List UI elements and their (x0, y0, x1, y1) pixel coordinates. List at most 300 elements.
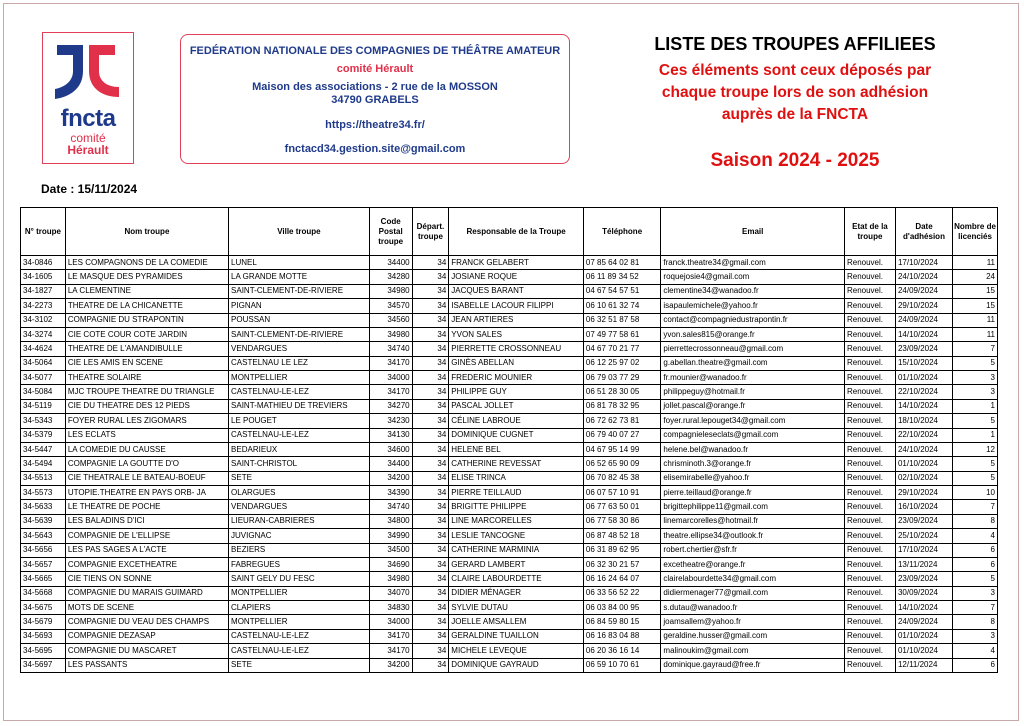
table-cell: GERALDINE TUAILLON (449, 629, 584, 643)
table-cell: 34-5343 (21, 414, 66, 428)
table-cell: 10 (953, 486, 998, 500)
table-cell: BRIGITTE PHILIPPE (449, 500, 584, 514)
table-cell: PIERRETTE CROSSONNEAU (449, 342, 584, 356)
table-cell: 34 (412, 428, 449, 442)
table-cell: 06 87 48 52 18 (583, 529, 661, 543)
table-cell: 06 84 59 80 15 (583, 615, 661, 629)
column-header: Responsable de la Troupe (449, 208, 584, 256)
table-cell: 34500 (369, 543, 412, 557)
table-cell: LE POUGET (229, 414, 370, 428)
table-cell: DOMINIQUE CUGNET (449, 428, 584, 442)
table-row (21, 572, 998, 586)
table-row (21, 514, 998, 528)
table-cell: CASTELNAU-LE-LEZ (229, 644, 370, 658)
table-cell[interactable]: brigittephilippe11@gmail.com (661, 500, 845, 514)
table-cell: 30/09/2024 (895, 586, 952, 600)
table-row (21, 327, 998, 341)
table-cell: 06 81 78 32 95 (583, 399, 661, 413)
federation-box (180, 34, 570, 164)
table-cell: 4 (953, 529, 998, 543)
table-cell: Renouvel. (844, 586, 895, 600)
table-cell[interactable]: excetheatre@orange.fr (661, 557, 845, 571)
table-cell: CLAPIERS (229, 601, 370, 615)
table-cell[interactable]: g.abellan.theatre@gmail.com (661, 356, 845, 370)
table-cell: MONTPELLIER (229, 615, 370, 629)
table-row (21, 356, 998, 370)
table-cell: MJC TROUPE THEATRE DU TRIANGLE (65, 385, 228, 399)
table-cell: Renouvel. (844, 529, 895, 543)
table-cell: 34170 (369, 385, 412, 399)
table-cell: 24/09/2024 (895, 615, 952, 629)
table-cell: DIDIER MÉNAGER (449, 586, 584, 600)
table-row (21, 644, 998, 658)
table-cell: 01/10/2024 (895, 644, 952, 658)
table-row (21, 371, 998, 385)
table-cell: CATHERINE REVESSAT (449, 457, 584, 471)
table-cell: LES BALADINS D'ICI (65, 514, 228, 528)
table-cell: JACQUES BARANT (449, 284, 584, 298)
table-cell: LA GRANDE MOTTE (229, 270, 370, 284)
table-cell: 34-5656 (21, 543, 66, 557)
table-cell: CIE THEATRALE LE BATEAU-BOEUF (65, 471, 228, 485)
table-cell: 34980 (369, 572, 412, 586)
table-cell: 01/10/2024 (895, 629, 952, 643)
table-cell[interactable]: theatre.ellipse34@outlook.fr (661, 529, 845, 543)
table-cell: Renouvel. (844, 371, 895, 385)
table-row (21, 586, 998, 600)
table-cell: 24/09/2024 (895, 284, 952, 298)
table-cell: 34-5119 (21, 399, 66, 413)
table-cell: 02/10/2024 (895, 471, 952, 485)
table-cell: 34-5657 (21, 557, 66, 571)
table-cell: 34170 (369, 356, 412, 370)
table-cell: OLARGUES (229, 486, 370, 500)
table-cell: 34-5084 (21, 385, 66, 399)
table-cell: Renouvel. (844, 270, 895, 284)
table-cell: 34-5675 (21, 601, 66, 615)
table-cell: 5 (953, 356, 998, 370)
table-cell[interactable]: jollet.pascal@orange.fr (661, 399, 845, 413)
table-cell: 34-3102 (21, 313, 66, 327)
table-cell: 34 (412, 457, 449, 471)
table-cell[interactable]: dominique.gayraud@free.fr (661, 658, 845, 672)
table-cell: THEATRE SOLAIRE (65, 371, 228, 385)
table-cell: 34690 (369, 557, 412, 571)
table-cell: 34 (412, 601, 449, 615)
subtitle-line: Ces éléments sont ceux déposés par (658, 62, 932, 79)
table-cell: 34 (412, 442, 449, 456)
column-header: N° troupe (21, 208, 66, 256)
table-cell[interactable]: isapaulemichele@yahoo.fr (661, 299, 845, 313)
table-cell: 4 (953, 644, 998, 658)
table-cell: 34-5693 (21, 629, 66, 643)
table-row (21, 342, 998, 356)
table-cell[interactable]: yvon.sales815@orange.fr (661, 327, 845, 341)
table-cell: 06 07 57 10 91 (583, 486, 661, 500)
table-cell: 16/10/2024 (895, 500, 952, 514)
table-cell: 34-2273 (21, 299, 66, 313)
table-cell[interactable]: linemarcorelles@hotmail.fr (661, 514, 845, 528)
table-cell: COMPAGNIE LA GOUTTE D'O (65, 457, 228, 471)
table-cell: LIEURAN-CABRIERES (229, 514, 370, 528)
table-cell: 34-5513 (21, 471, 66, 485)
table-cell: Renouvel. (844, 385, 895, 399)
table-cell: COMPAGNIE DE L'ELLIPSE (65, 529, 228, 543)
table-cell[interactable]: contact@compagniedustrapontin.fr (661, 313, 845, 327)
table-cell: 34 (412, 256, 449, 270)
table-cell: 06 20 36 16 14 (583, 644, 661, 658)
table-row (21, 529, 998, 543)
federation-address-line2: 34790 GRABELS (331, 94, 419, 106)
table-cell: Renouvel. (844, 557, 895, 571)
table-cell: COMPAGNIE DEZASAP (65, 629, 228, 643)
table-row (21, 500, 998, 514)
table-cell: Renouvel. (844, 471, 895, 485)
table-cell: 24/10/2024 (895, 270, 952, 284)
table-cell: 6 (953, 543, 998, 557)
table-cell: FOYER RURAL LES ZIGOMARS (65, 414, 228, 428)
table-cell[interactable]: pierrettecrossonneau@gmail.com (661, 342, 845, 356)
table-cell: 17/10/2024 (895, 256, 952, 270)
table-cell: UTOPIE.THEATRE EN PAYS ORB- JA (65, 486, 228, 500)
table-body (21, 256, 998, 673)
table-row (21, 615, 998, 629)
table-cell: 6 (953, 658, 998, 672)
table-cell: COMPAGNIE DU STRAPONTIN (65, 313, 228, 327)
table-cell: 15 (953, 284, 998, 298)
table-cell: 12/11/2024 (895, 658, 952, 672)
table-cell: CASTELNAU LE LEZ (229, 356, 370, 370)
table-cell: 14/10/2024 (895, 327, 952, 341)
table-cell: 34-1605 (21, 270, 66, 284)
column-header: Email (661, 208, 845, 256)
table-cell: LES PAS SAGES A L'ACTE (65, 543, 228, 557)
table-cell: COMPAGNIE EXCETHEATRE (65, 557, 228, 571)
table-cell: 34980 (369, 327, 412, 341)
table-cell: 1 (953, 399, 998, 413)
table-cell[interactable]: malinoukim@gmail.com (661, 644, 845, 658)
table-cell: 24/09/2024 (895, 313, 952, 327)
table-cell: 23/09/2024 (895, 514, 952, 528)
table-cell: Renouvel. (844, 284, 895, 298)
table-cell: 34000 (369, 615, 412, 629)
table-cell: 06 77 63 50 01 (583, 500, 661, 514)
table-cell: Renouvel. (844, 572, 895, 586)
table-cell: 24 (953, 270, 998, 284)
table-cell: SAINT-CLEMENT-DE-RIVIERE (229, 284, 370, 298)
table-cell: 7 (953, 342, 998, 356)
table-cell[interactable]: philippeguy@hotmail.fr (661, 385, 845, 399)
table-cell: JOSIANE ROQUE (449, 270, 584, 284)
table-cell: 34230 (369, 414, 412, 428)
table-cell: Renouvel. (844, 629, 895, 643)
table-cell: LES COMPAGNONS DE LA COMEDIE (65, 256, 228, 270)
table-cell: Renouvel. (844, 342, 895, 356)
table-cell: 34-0846 (21, 256, 66, 270)
table-cell: CIE DU THEATRE DES 12 PIEDS (65, 399, 228, 413)
table-cell: CÉLINE LABROUE (449, 414, 584, 428)
table-cell: 11 (953, 256, 998, 270)
table-row (21, 658, 998, 672)
table-cell: 34 (412, 342, 449, 356)
table-cell: 34-5077 (21, 371, 66, 385)
table-cell: Renouvel. (844, 500, 895, 514)
table-cell: Renouvel. (844, 356, 895, 370)
table-cell: 3 (953, 629, 998, 643)
table-cell: 34-5064 (21, 356, 66, 370)
table-cell: SAINT-CHRISTOL (229, 457, 370, 471)
column-header: Nombre de licenciés (953, 208, 998, 256)
table-cell[interactable]: helene.bel@wanadoo.fr (661, 442, 845, 456)
table-cell: 34390 (369, 486, 412, 500)
table-cell: CASTELNAU-LE-LEZ (229, 385, 370, 399)
table-cell: COMPAGNIE DU MARAIS GUIMARD (65, 586, 228, 600)
table-cell: CASTELNAU-LE-LEZ (229, 428, 370, 442)
table-cell: Renouvel. (844, 414, 895, 428)
table-cell: 3 (953, 385, 998, 399)
table-cell: 34400 (369, 256, 412, 270)
table-cell: LES PASSANTS (65, 658, 228, 672)
table-cell: LE THEATRE DE POCHE (65, 500, 228, 514)
table-cell: 7 (953, 500, 998, 514)
table-cell: Renouvel. (844, 442, 895, 456)
table-cell: 06 16 83 04 88 (583, 629, 661, 643)
table-cell: JUVIGNAC (229, 529, 370, 543)
table-cell: 34-5633 (21, 500, 66, 514)
table-cell: Renouvel. (844, 256, 895, 270)
table-cell: Renouvel. (844, 514, 895, 528)
table-cell: 04 67 54 57 51 (583, 284, 661, 298)
table-cell: 06 10 61 32 74 (583, 299, 661, 313)
table-cell: 34-5665 (21, 572, 66, 586)
table-cell: CASTELNAU-LE-LEZ (229, 629, 370, 643)
table-cell[interactable]: foyer.rural.lepouget34@gmail.com (661, 414, 845, 428)
table-cell: 22/10/2024 (895, 428, 952, 442)
table-cell[interactable]: joamsallem@yahoo.fr (661, 615, 845, 629)
table-cell: 8 (953, 615, 998, 629)
table-cell: DOMINIQUE GAYRAUD (449, 658, 584, 672)
table-cell: 13/11/2024 (895, 557, 952, 571)
table-cell: LA COMEDIE DU CAUSSE (65, 442, 228, 456)
table-cell: 34-5695 (21, 644, 66, 658)
document-title: LISTE DES TROUPES AFFILIEES (654, 34, 936, 54)
federation-committee: comité Hérault (336, 63, 414, 75)
table-cell: 34980 (369, 284, 412, 298)
table-cell: Renouvel. (844, 299, 895, 313)
table-cell[interactable]: geraldine.husser@gmail.com (661, 629, 845, 643)
table-cell: 34 (412, 414, 449, 428)
table-cell: POUSSAN (229, 313, 370, 327)
table-cell: Renouvel. (844, 313, 895, 327)
column-header: Etat de la troupe (844, 208, 895, 256)
table-cell: THEATRE DE LA CHICANETTE (65, 299, 228, 313)
table-row (21, 442, 998, 456)
table-cell: 34 (412, 486, 449, 500)
table-row (21, 385, 998, 399)
table-cell: 5 (953, 572, 998, 586)
table-cell: 23/09/2024 (895, 572, 952, 586)
table-cell[interactable]: clementine34@wanadoo.fr (661, 284, 845, 298)
table-cell: 34 (412, 299, 449, 313)
table-cell[interactable]: robert.chertier@sfr.fr (661, 543, 845, 557)
table-cell: 29/10/2024 (895, 299, 952, 313)
table-cell: GINÈS ABELLAN (449, 356, 584, 370)
federation-address-line1: Maison des associations - 2 rue de la MOSSON (252, 81, 498, 93)
table-cell: JOELLE AMSALLEM (449, 615, 584, 629)
table-cell: 06 79 40 07 27 (583, 428, 661, 442)
table-header-row (21, 208, 998, 256)
table-cell: MOTS DE SCENE (65, 601, 228, 615)
table-cell: 04 67 70 21 77 (583, 342, 661, 356)
table-cell: MONTPELLIER (229, 371, 370, 385)
table-cell: 06 70 82 45 38 (583, 471, 661, 485)
table-cell: VENDARGUES (229, 342, 370, 356)
table-cell: 06 32 51 87 58 (583, 313, 661, 327)
table-cell: Renouvel. (844, 658, 895, 672)
subtitle-line: auprès de la FNCTA (721, 106, 869, 123)
table-cell: 06 52 65 90 09 (583, 457, 661, 471)
table-cell[interactable]: compagnieleseclats@gmail.com (661, 428, 845, 442)
column-header: Date d'adhésion (895, 208, 952, 256)
table-cell: MONTPELLIER (229, 586, 370, 600)
table-cell: 06 12 25 97 02 (583, 356, 661, 370)
table-cell: 04 67 95 14 99 (583, 442, 661, 456)
table-cell: 34130 (369, 428, 412, 442)
logo-wordmark: fncta (60, 105, 116, 132)
table-cell: Renouvel. (844, 486, 895, 500)
table-cell: 34200 (369, 658, 412, 672)
table-cell: CLAIRE LABOURDETTE (449, 572, 584, 586)
table-cell: 34570 (369, 299, 412, 313)
table-cell: CATHERINE MARMINIA (449, 543, 584, 557)
federation-website[interactable]: https://theatre34.fr/ (325, 119, 425, 131)
table-cell: 01/10/2024 (895, 457, 952, 471)
fncta-logo (42, 32, 134, 164)
table-cell: 18/10/2024 (895, 414, 952, 428)
table-cell[interactable]: pierre.teillaud@orange.fr (661, 486, 845, 500)
table-cell: ELISE TRINCA (449, 471, 584, 485)
table-row (21, 299, 998, 313)
table-cell: 34-3274 (21, 327, 66, 341)
table-cell: SAINT-CLEMENT-DE-RIVIERE (229, 327, 370, 341)
table-cell: 34 (412, 471, 449, 485)
table-cell: 34600 (369, 442, 412, 456)
table-cell: 34-5668 (21, 586, 66, 600)
table-cell: 34990 (369, 529, 412, 543)
table-cell: 34 (412, 356, 449, 370)
column-header: Ville troupe (229, 208, 370, 256)
table-cell: ISABELLE LACOUR FILIPPI (449, 299, 584, 313)
table-cell: PIGNAN (229, 299, 370, 313)
fncta-emblem-icon (53, 41, 123, 103)
table-cell: 34200 (369, 471, 412, 485)
table-cell: Renouvel. (844, 644, 895, 658)
table-cell: 11 (953, 327, 998, 341)
table-cell: 7 (953, 601, 998, 615)
table-cell[interactable]: roquejosie4@gmail.com (661, 270, 845, 284)
table-row (21, 399, 998, 413)
table-cell: HELENE BEL (449, 442, 584, 456)
table-cell: SETE (229, 658, 370, 672)
table-cell: 34 (412, 644, 449, 658)
table-cell[interactable]: chrisminoth.3@orange.fr (661, 457, 845, 471)
table-cell: 8 (953, 514, 998, 528)
document-date: Date : 15/11/2024 (41, 182, 138, 196)
table-cell: 34 (412, 586, 449, 600)
table-cell[interactable]: clairelabourdette34@gmail.com (661, 572, 845, 586)
table-cell: 06 51 28 30 05 (583, 385, 661, 399)
table-cell: 34 (412, 658, 449, 672)
table-cell: 29/10/2024 (895, 486, 952, 500)
table-cell: 5 (953, 414, 998, 428)
table-cell: 17/10/2024 (895, 543, 952, 557)
table-row (21, 270, 998, 284)
table-cell[interactable]: fr.mounier@wanadoo.fr (661, 371, 845, 385)
table-row (21, 284, 998, 298)
column-header: Départ. troupe (412, 208, 449, 256)
federation-email[interactable]: fnctacd34.gestion.site@gmail.com (284, 143, 466, 155)
table-cell: 25/10/2024 (895, 529, 952, 543)
table-cell: Renouvel. (844, 601, 895, 615)
table-cell: Renouvel. (844, 327, 895, 341)
table-cell: 5 (953, 457, 998, 471)
table-cell: 34 (412, 572, 449, 586)
table-cell: 34 (412, 371, 449, 385)
table-cell[interactable]: elisemirabelle@yahoo.fr (661, 471, 845, 485)
federation-name: FEDÉRATION NATIONALE DES COMPAGNIES DE THÉÂTRE AMATEUR (189, 45, 561, 57)
table-cell: 06 33 56 52 22 (583, 586, 661, 600)
table-cell: LA CLEMENTINE (65, 284, 228, 298)
table-cell: Renouvel. (844, 543, 895, 557)
table-cell: 34-5447 (21, 442, 66, 456)
table-cell: 34800 (369, 514, 412, 528)
table-cell: 34-5494 (21, 457, 66, 471)
table-cell[interactable]: franck.theatre34@gmail.com (661, 256, 845, 270)
table-cell: 34-1827 (21, 284, 66, 298)
table-cell: 06 11 89 34 52 (583, 270, 661, 284)
table-cell: CIE LES AMIS EN SCENE (65, 356, 228, 370)
troupes-table (20, 207, 998, 673)
table-cell: CIE COTE COUR COTE JARDIN (65, 327, 228, 341)
table-cell: GERARD LAMBERT (449, 557, 584, 571)
table-cell: LINE MARCORELLES (449, 514, 584, 528)
table-cell: LES ECLATS (65, 428, 228, 442)
table-cell: 06 79 03 77 29 (583, 371, 661, 385)
table-cell: 34-5697 (21, 658, 66, 672)
table-cell: PASCAL JOLLET (449, 399, 584, 413)
table-cell: 6 (953, 557, 998, 571)
table-cell: FABREGUES (229, 557, 370, 571)
table-cell: 06 72 62 73 81 (583, 414, 661, 428)
table-cell: 34170 (369, 629, 412, 643)
table-cell: 5 (953, 471, 998, 485)
table-cell[interactable]: didiermenager77@gmail.com (661, 586, 845, 600)
table-cell: YVON SALES (449, 327, 584, 341)
table-cell: 34400 (369, 457, 412, 471)
table-cell: 34 (412, 399, 449, 413)
table-cell: Renouvel. (844, 457, 895, 471)
table-cell: 34 (412, 270, 449, 284)
table-cell: PHILIPPE GUY (449, 385, 584, 399)
table-cell: CIE TIENS ON SONNE (65, 572, 228, 586)
table-cell: 34 (412, 500, 449, 514)
season-label: Saison 2024 - 2025 (710, 150, 880, 171)
table-cell: LUNEL (229, 256, 370, 270)
table-cell: PIERRE TEILLAUD (449, 486, 584, 500)
table-row (21, 414, 998, 428)
table-cell[interactable]: s.dutau@wanadoo.fr (661, 601, 845, 615)
table-cell: 34-4624 (21, 342, 66, 356)
